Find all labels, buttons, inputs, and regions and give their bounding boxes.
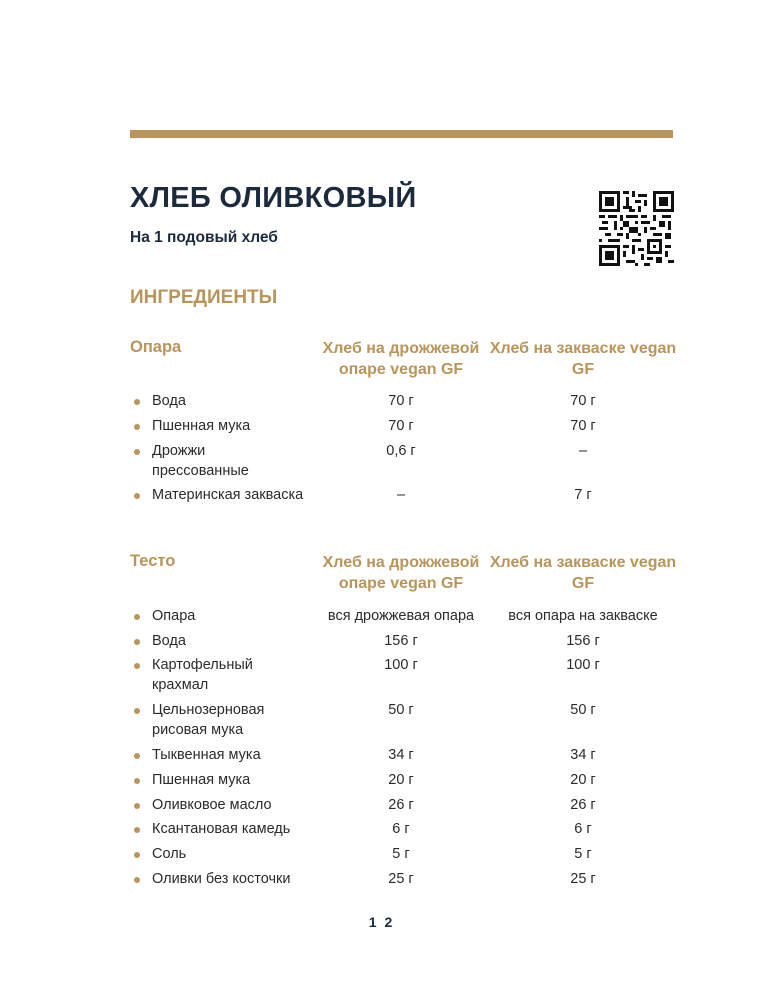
ingredient-row	[130, 819, 673, 839]
ingredient-name: Тыквенная мука	[152, 747, 261, 763]
ingredient-name: Вода	[152, 633, 186, 649]
amount-yeast: 100 г	[384, 657, 418, 673]
ingredient-row	[130, 391, 673, 411]
ingredient-name: Вода	[152, 393, 186, 409]
amount-sourdough: 156 г	[566, 633, 600, 649]
amount-sourdough: 34 г	[570, 747, 596, 763]
ingredient-row	[130, 416, 673, 436]
ingredient-row	[130, 770, 673, 790]
bullet-icon	[134, 399, 140, 405]
ingredient-row	[130, 844, 673, 864]
bullet-icon	[134, 877, 140, 883]
opara-col-sourdough: Хлеб на закваске vegan GF	[489, 340, 677, 378]
ingredient-name: Ксантановая камедь	[152, 821, 291, 837]
ingredient-row	[130, 869, 673, 889]
amount-sourdough: 25 г	[570, 871, 596, 887]
bullet-icon	[134, 639, 140, 645]
bullet-icon	[134, 663, 140, 669]
amount-yeast: 25 г	[388, 871, 414, 887]
amount-sourdough: 5 г	[574, 846, 592, 862]
qr-code-icon[interactable]	[599, 191, 674, 266]
amount-yeast: 5 г	[392, 846, 410, 862]
ingredient-row	[130, 700, 673, 740]
amount-yeast: вся дрожжевая опара	[327, 608, 475, 624]
amount-yeast: 50 г	[388, 702, 414, 718]
bullet-icon	[134, 614, 140, 620]
ingredient-row	[130, 441, 673, 481]
amount-sourdough: 6 г	[574, 821, 592, 837]
amount-sourdough: 50 г	[570, 702, 596, 718]
recipe-title: ХЛЕБ ОЛИВКОВЫЙ	[130, 182, 417, 214]
amount-yeast: 20 г	[388, 772, 414, 788]
amount-sourdough: –	[578, 443, 588, 459]
ingredient-name: Оливковое масло	[152, 797, 272, 813]
bullet-icon	[134, 803, 140, 809]
amount-sourdough: вся опара на закваске	[508, 608, 658, 624]
recipe-yield: На 1 подовый хлеб	[130, 229, 278, 246]
bullet-icon	[134, 424, 140, 430]
ingredient-row	[130, 606, 673, 626]
amount-yeast: 70 г	[388, 418, 414, 434]
amount-yeast: 156 г	[384, 633, 418, 649]
amount-sourdough: 26 г	[570, 797, 596, 813]
testo-header	[130, 552, 677, 596]
page-number: 12	[368, 914, 401, 930]
ingredient-row	[130, 795, 673, 815]
amount-yeast: 70 г	[388, 393, 414, 409]
bullet-icon	[134, 827, 140, 833]
ingredient-name: Соль	[152, 846, 187, 862]
ingredient-name: Дрожжи прессованные	[152, 443, 249, 479]
testo-col-sourdough: Хлеб на закваске vegan GF	[489, 554, 677, 592]
opara-title: Опара	[130, 338, 182, 356]
amount-sourdough: 7 г	[574, 487, 592, 503]
amount-sourdough: 70 г	[570, 418, 596, 434]
top-divider	[130, 130, 673, 138]
ingredient-name: Пшенная мука	[152, 772, 251, 788]
amount-sourdough: 100 г	[566, 657, 600, 673]
opara-header	[130, 338, 677, 382]
bullet-icon	[134, 493, 140, 499]
amount-yeast: 26 г	[388, 797, 414, 813]
testo-title: Тесто	[130, 552, 176, 570]
amount-sourdough: 70 г	[570, 393, 596, 409]
ingredient-name: Опара	[152, 608, 196, 624]
ingredient-row	[130, 655, 673, 695]
bullet-icon	[134, 852, 140, 858]
bullet-icon	[134, 778, 140, 784]
ingredient-row	[130, 745, 673, 765]
ingredient-row	[130, 485, 673, 505]
amount-yeast: 0,6 г	[386, 443, 416, 459]
amount-yeast: 6 г	[392, 821, 410, 837]
ingredient-name: Картофельный крахмал	[152, 657, 253, 693]
testo-col-yeast: Хлеб на дрожжевой опаре vegan GF	[322, 554, 480, 592]
ingredient-row	[130, 631, 673, 651]
ingredient-name: Пшенная мука	[152, 418, 251, 434]
amount-yeast: –	[396, 487, 406, 503]
bullet-icon	[134, 708, 140, 714]
amount-yeast: 34 г	[388, 747, 414, 763]
ingredients-heading: ИНГРЕДИЕНТЫ	[130, 287, 278, 308]
opara-col-yeast: Хлеб на дрожжевой опаре vegan GF	[322, 340, 480, 378]
bullet-icon	[134, 449, 140, 455]
ingredient-name: Оливки без косточки	[152, 871, 291, 887]
ingredient-name: Материнская закваска	[152, 487, 304, 503]
bullet-icon	[134, 753, 140, 759]
ingredient-name: Цельнозерновая рисовая мука	[152, 702, 265, 738]
amount-sourdough: 20 г	[570, 772, 596, 788]
